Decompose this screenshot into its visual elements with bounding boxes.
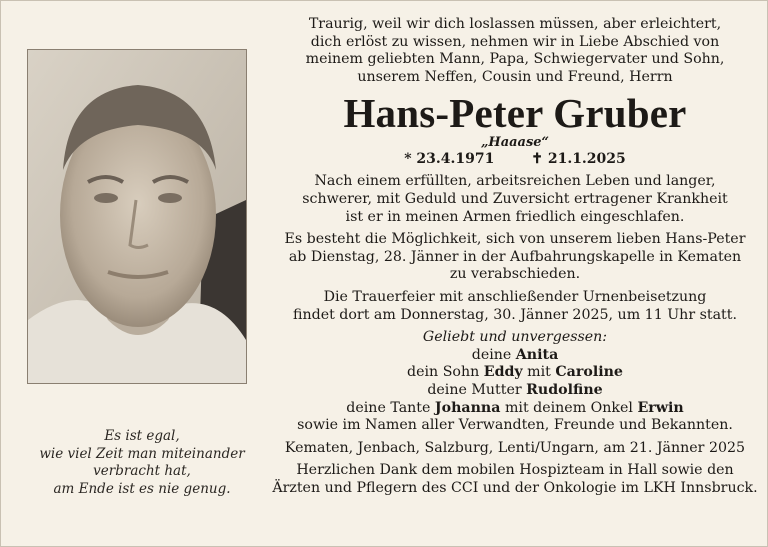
mourner-text: mit deinem Onkel (500, 399, 638, 416)
quote-block (20, 428, 264, 498)
quote-line: Es ist egal, (104, 428, 180, 444)
mourner-name: Rudolfine (526, 381, 603, 398)
mourner-name: Erwin (637, 399, 684, 416)
place-date (268, 440, 762, 458)
thanks-paragraph (268, 462, 762, 497)
intro-paragraph (268, 16, 762, 86)
thanks-line: Ärzten und Pflegern des CCI und der Onkologie im LKH Innsbruck. (272, 479, 758, 496)
mourner-line (268, 364, 762, 382)
passing-line: Nach einem erfüllten, arbeitsreichen Leben und langer, (314, 173, 716, 190)
quote-line: am Ende ist es nie genug. (53, 480, 231, 497)
mourner-text: deine Tante (346, 399, 435, 416)
mourner-name: Johanna (434, 399, 501, 416)
intro-line: unserem Neffen, Cousin und Freund, Herrn (357, 68, 673, 85)
viewing-paragraph (268, 231, 762, 284)
viewing-line: Es besteht die Möglichkeit, sich von unserem lieben Hans-Peter (284, 231, 746, 248)
nickname: „Haaase“ (480, 135, 550, 151)
ceremony-line: Die Trauerfeier mit anschließender Urnenbeisetzung (323, 288, 707, 305)
portrait-photo (27, 49, 247, 384)
passing-line: schwerer, mit Geduld und Zuversicht ertragener Krankheit (302, 190, 728, 207)
passing-line: ist er in meinen Armen friedlich eingeschlafen. (345, 208, 685, 225)
mourners-list (268, 329, 762, 435)
mourner-name: Anita (515, 346, 559, 363)
mourner-text: mit (522, 364, 556, 381)
place-date-line: Kematen, Jenbach, Salzburg, Lenti/Ungarn, am 21. Jänner 2025 (284, 439, 746, 456)
mourner-line: sowie im Namen aller Verwandten, Freunde und Bekannten. (297, 417, 733, 434)
mourner-line (268, 400, 762, 418)
ceremony-line: findet dort am Donnerstag, 30. Jänner 2025, um 11 Uhr statt. (293, 306, 737, 323)
quote-line: wie viel Zeit man miteinander (39, 445, 245, 462)
mourner-text: dein Sohn (407, 364, 484, 381)
mourner-text: deine Mutter (427, 381, 527, 398)
life-dates (268, 150, 762, 169)
mourner-text: deine (471, 346, 516, 363)
notice-text (268, 16, 762, 497)
ceremony-paragraph (268, 289, 762, 324)
death-date: ✝ 21.1.2025 (531, 151, 626, 168)
viewing-line: zu verabschieden. (449, 266, 581, 283)
deceased-name: Hans-Peter Gruber (343, 90, 687, 137)
mourner-name: Eddy (483, 364, 523, 381)
mourner-line (268, 382, 762, 400)
intro-line: dich erlöst zu wissen, nehmen wir in Liebe Abschied von (310, 33, 720, 50)
intro-line: meinem geliebten Mann, Papa, Schwiegervater und Sohn, (305, 51, 725, 68)
intro-line: Traurig, weil wir dich loslassen müssen, aber erleichtert, (308, 16, 722, 32)
mourners-intro: Geliebt und unvergessen: (422, 329, 608, 346)
thanks-line: Herzlichen Dank dem mobilen Hospizteam in Hall sowie den (296, 462, 734, 479)
quote-line: verbracht hat, (93, 463, 191, 479)
mourner-line (268, 347, 762, 365)
birth-date: * 23.4.1971 (404, 151, 495, 168)
passing-paragraph (268, 173, 762, 226)
viewing-line: ab Dienstag, 28. Jänner in der Aufbahrungskapelle in Kematen (288, 248, 742, 265)
mourner-name: Caroline (555, 364, 623, 381)
